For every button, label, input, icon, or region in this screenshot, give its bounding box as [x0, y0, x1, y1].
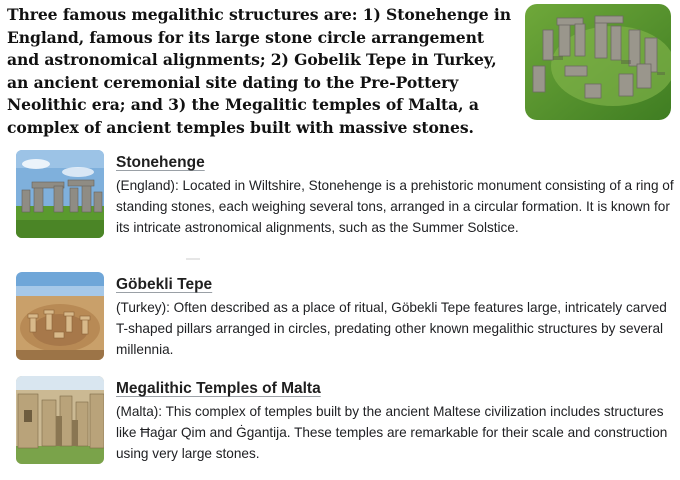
ai-summary-text: Three famous megalithic structures are: 1) Stonehenge in England, famous for its large stone circle arrangement and astronomical alignments; 2) Gobelik Tepe in Turkey, an ancient ceremonial site dating to the Pre-Pottery Neolithic era; and 3) the Megalitic temples of Malta, a complex of ancient temples built with massive stones. [7, 5, 511, 137]
gobekli-tepe-thumbnail[interactable] [16, 272, 104, 360]
malta-temple-image-icon [16, 376, 104, 464]
malta-temples-thumbnail[interactable] [16, 376, 104, 464]
gobekli-tepe-image-icon [16, 272, 104, 360]
malta-temples-description: (Malta): This complex of temples built by the ancient Maltese civilization includes structures like Ħaġar Qim and Ġgantija. These temples are remarkable for their scale and construction using very large stones. [116, 404, 668, 461]
stonehenge-aerial-icon [525, 4, 671, 120]
gobekli-tepe-description: (Turkey): Often described as a place of ritual, Göbekli Tepe features large, intricately carved T-shaped pillars arranged in circles, predating other known megalithic structures by several millennia. [116, 300, 667, 357]
stonehenge-description: (England): Located in Wiltshire, Stonehenge is a prehistoric monument consisting of a ring of standing stones, each weighing several tons, arranged in a circular formation. It is known for its intricate astronomical alignments, such as the Summer Solstice. [116, 178, 674, 235]
stonehenge-image-icon [16, 150, 104, 238]
stonehenge-hero-image[interactable] [525, 4, 671, 120]
decorative-dash [186, 258, 200, 260]
stonehenge-title-link[interactable]: Stonehenge [116, 154, 205, 171]
malta-temples-title-link[interactable]: Megalithic Temples of Malta [116, 380, 321, 397]
stonehenge-thumbnail[interactable] [16, 150, 104, 238]
gobekli-tepe-title-link[interactable]: Göbekli Tepe [116, 276, 213, 293]
